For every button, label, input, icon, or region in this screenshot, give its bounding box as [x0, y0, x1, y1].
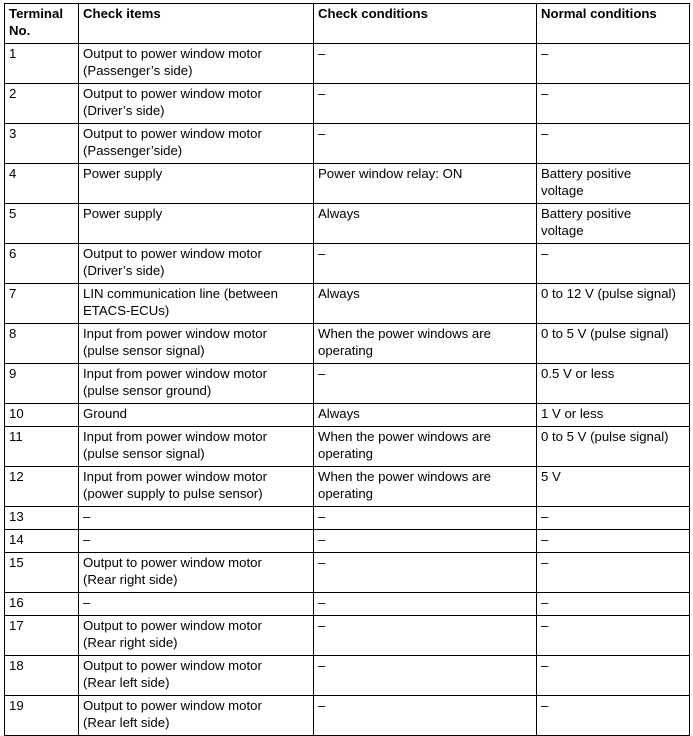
header-check-items: Check items — [79, 4, 314, 44]
check-condition-cell: When the power windows are operating — [314, 427, 537, 467]
table-row — [5, 324, 690, 364]
terminal-cell: 16 — [5, 593, 79, 616]
table-row — [5, 507, 690, 530]
normal-condition-cell: – — [537, 593, 690, 616]
normal-condition-cell: 5 V — [537, 467, 690, 507]
check-condition-cell: When the power windows are operating — [314, 324, 537, 364]
normal-condition-cell: Battery positive voltage — [537, 164, 690, 204]
table-row — [5, 427, 690, 467]
check-item-cell: Output to power window motor (Rear right side) — [79, 553, 314, 593]
normal-condition-cell: – — [537, 656, 690, 696]
terminal-check-table-container — [4, 3, 689, 736]
table-row — [5, 124, 690, 164]
terminal-cell: 7 — [5, 284, 79, 324]
normal-condition-cell: – — [537, 696, 690, 736]
terminal-check-table — [4, 3, 690, 736]
table-row — [5, 164, 690, 204]
table-row — [5, 404, 690, 427]
normal-condition-cell: – — [537, 84, 690, 124]
normal-condition-cell: – — [537, 124, 690, 164]
check-item-cell: Output to power window motor (Rear right side) — [79, 616, 314, 656]
check-item-cell: – — [79, 507, 314, 530]
table-row — [5, 44, 690, 84]
normal-condition-cell: Battery positive voltage — [537, 204, 690, 244]
terminal-cell: 10 — [5, 404, 79, 427]
check-item-cell: Input from power window motor (power supply to pulse sensor) — [79, 467, 314, 507]
check-condition-cell: – — [314, 84, 537, 124]
check-item-cell: – — [79, 593, 314, 616]
check-item-cell: Power supply — [79, 164, 314, 204]
terminal-cell: 13 — [5, 507, 79, 530]
terminal-cell: 1 — [5, 44, 79, 84]
check-item-cell: Output to power window motor (Passenger’s side) — [79, 44, 314, 84]
normal-condition-cell: 0 to 5 V (pulse signal) — [537, 324, 690, 364]
table-body — [5, 44, 690, 736]
terminal-cell: 15 — [5, 553, 79, 593]
check-item-cell: Ground — [79, 404, 314, 427]
table-row — [5, 656, 690, 696]
check-item-cell: Input from power window motor (pulse sensor ground) — [79, 364, 314, 404]
check-condition-cell: – — [314, 244, 537, 284]
check-condition-cell: – — [314, 364, 537, 404]
table-row — [5, 284, 690, 324]
table-row — [5, 593, 690, 616]
check-item-cell: Input from power window motor (pulse sensor signal) — [79, 324, 314, 364]
normal-condition-cell: 0 to 5 V (pulse signal) — [537, 427, 690, 467]
check-condition-cell: Always — [314, 404, 537, 427]
table-row — [5, 616, 690, 656]
table-row — [5, 84, 690, 124]
check-condition-cell: – — [314, 530, 537, 553]
terminal-cell: 5 — [5, 204, 79, 244]
check-condition-cell: – — [314, 44, 537, 84]
table-row — [5, 244, 690, 284]
terminal-cell: 8 — [5, 324, 79, 364]
terminal-cell: 9 — [5, 364, 79, 404]
check-item-cell: LIN communication line (between ETACS-ECUs) — [79, 284, 314, 324]
normal-condition-cell: – — [537, 44, 690, 84]
terminal-cell: 2 — [5, 84, 79, 124]
check-condition-cell: – — [314, 616, 537, 656]
table-row — [5, 364, 690, 404]
terminal-cell: 4 — [5, 164, 79, 204]
check-item-cell: Output to power window motor (Passenger’side) — [79, 124, 314, 164]
check-item-cell: Output to power window motor (Rear left side) — [79, 696, 314, 736]
normal-condition-cell: – — [537, 553, 690, 593]
table-row — [5, 530, 690, 553]
check-condition-cell: Always — [314, 204, 537, 244]
terminal-cell: 19 — [5, 696, 79, 736]
terminal-cell: 6 — [5, 244, 79, 284]
table-row — [5, 204, 690, 244]
check-condition-cell: Always — [314, 284, 537, 324]
check-item-cell: Input from power window motor (pulse sensor signal) — [79, 427, 314, 467]
normal-condition-cell: – — [537, 244, 690, 284]
check-item-cell: Output to power window motor (Driver’s side) — [79, 244, 314, 284]
check-condition-cell: – — [314, 124, 537, 164]
table-header-row — [5, 4, 690, 44]
normal-condition-cell: – — [537, 530, 690, 553]
terminal-cell: 17 — [5, 616, 79, 656]
check-item-cell: Output to power window motor (Rear left side) — [79, 656, 314, 696]
terminal-cell: 14 — [5, 530, 79, 553]
terminal-cell: 18 — [5, 656, 79, 696]
terminal-cell: 12 — [5, 467, 79, 507]
check-condition-cell: When the power windows are operating — [314, 467, 537, 507]
check-condition-cell: – — [314, 507, 537, 530]
normal-condition-cell: 0.5 V or less — [537, 364, 690, 404]
normal-condition-cell: – — [537, 507, 690, 530]
check-condition-cell: Power window relay: ON — [314, 164, 537, 204]
check-condition-cell: – — [314, 696, 537, 736]
table-row — [5, 553, 690, 593]
terminal-cell: 11 — [5, 427, 79, 467]
header-check-conditions: Check conditions — [314, 4, 537, 44]
check-condition-cell: – — [314, 593, 537, 616]
header-terminal-no: Terminal No. — [5, 4, 79, 44]
terminal-cell: 3 — [5, 124, 79, 164]
check-condition-cell: – — [314, 553, 537, 593]
normal-condition-cell: 0 to 12 V (pulse signal) — [537, 284, 690, 324]
check-item-cell: Output to power window motor (Driver’s side) — [79, 84, 314, 124]
header-normal-conditions: Normal conditions — [537, 4, 690, 44]
check-condition-cell: – — [314, 656, 537, 696]
table-row — [5, 696, 690, 736]
normal-condition-cell: 1 V or less — [537, 404, 690, 427]
table-row — [5, 467, 690, 507]
normal-condition-cell: – — [537, 616, 690, 656]
check-item-cell: – — [79, 530, 314, 553]
check-item-cell: Power supply — [79, 204, 314, 244]
